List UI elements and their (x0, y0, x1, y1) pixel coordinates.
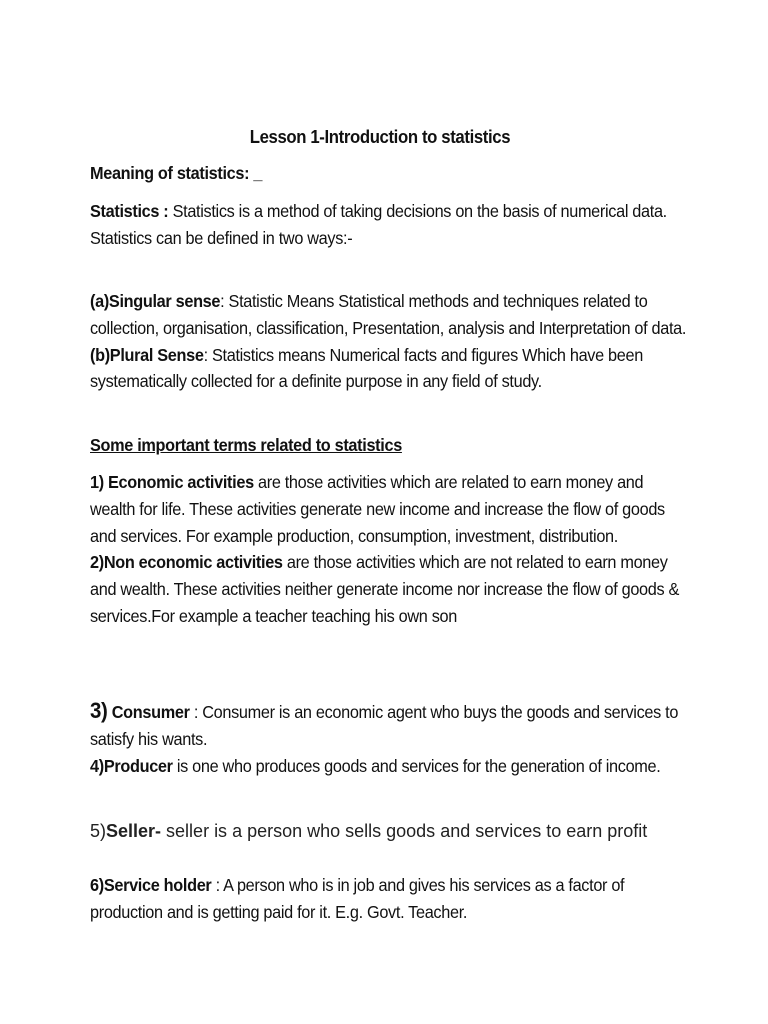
statistics-definition (90, 198, 690, 252)
service-holder-text: : A person who is in job and gives his services as a factor of production and is getting paid for it. E.g. Govt. Teacher. (90, 875, 625, 922)
terms-heading (90, 432, 690, 459)
page-title: Lesson 1-Introduction to statistics (249, 127, 511, 147)
seller-section (90, 818, 690, 845)
economic-text: are those activities which are related to earn money and wealth for life. These activities generate new income and increase the flow of goods and services. For example production, consumption, investment, distribution. (90, 472, 665, 546)
non-economic-term: 2)Non economic activities (90, 552, 283, 573)
non-economic-text: are those activities which are not related to earn money and wealth. These activities neither generate income nor increase the flow of goods & services.For example a teacher teaching his own son (90, 552, 680, 626)
meaning-heading-text: Meaning of statistics: _ (90, 163, 263, 183)
consumer-text: : Consumer is an economic agent who buys the goods and services to satisfy his wants. (90, 702, 679, 749)
statistics-term: Statistics : (90, 201, 169, 221)
service-holder-section (90, 872, 690, 926)
statistics-text: Statistics is a method of taking decisions on the basis of numerical data. (168, 201, 667, 221)
seller-number: 5) (90, 821, 107, 841)
producer-term: 4)Producer (90, 755, 173, 776)
meaning-heading (90, 160, 690, 187)
consumer-number: 3) (90, 698, 108, 723)
consumer-producer-section (90, 698, 690, 779)
plural-term: (b)Plural Sense (90, 344, 204, 365)
service-holder-term: 6)Service holder (90, 875, 212, 895)
plural-text: : Statistics means Numerical facts and figures Which have been systematically collected for a definite purpose in any field of study. (90, 344, 643, 392)
producer-text: is one who produces goods and services for the generation of income. (172, 755, 661, 776)
singular-term: (a)Singular sense (90, 291, 221, 311)
singular-text: : Statistic Means Statistical methods and techniques related to collection, organisation, classification, Presentation, analysis and Interpretation of data. (90, 291, 687, 338)
two-ways-text: Statistics can be defined in two ways:- (90, 227, 353, 248)
seller-text: seller is a person who sells goods and services to earn profit (161, 821, 648, 841)
terms-heading-text: Some important terms related to statistics (90, 435, 402, 455)
activities-section (90, 469, 690, 630)
seller-term: Seller- (106, 821, 162, 841)
economic-term: 1) Economic activities (90, 472, 254, 492)
consumer-term: Consumer (107, 702, 190, 722)
singular-plural-section (90, 288, 690, 395)
